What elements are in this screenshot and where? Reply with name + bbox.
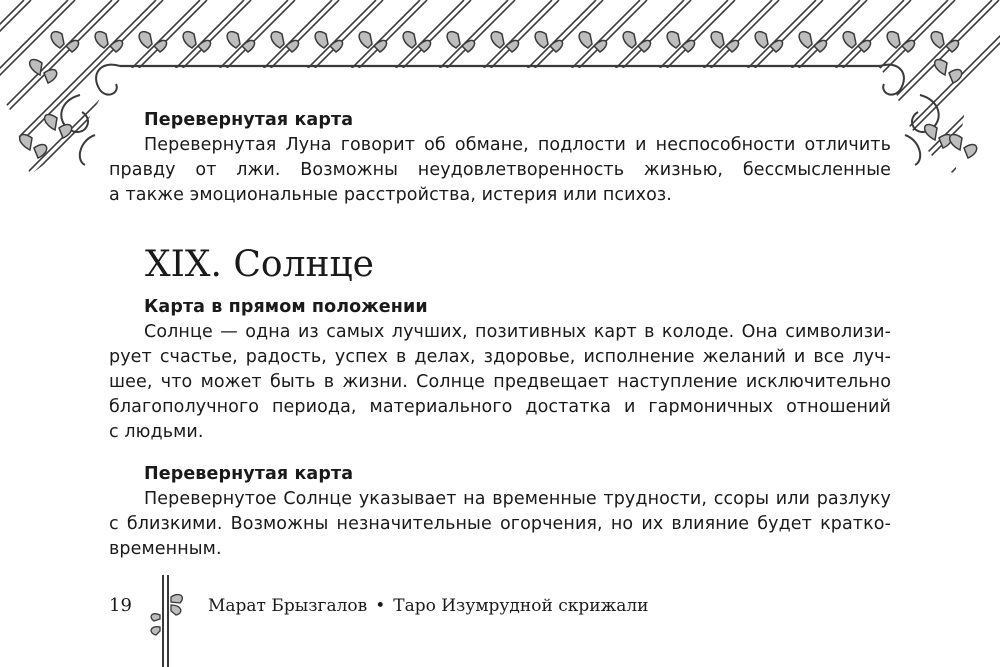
paragraph-line: с людьми. (109, 422, 204, 442)
paragraph-line: Перевернутая Луна говорит об обмане, подлости и неспособности отличить (144, 135, 891, 155)
paragraph-line: благополучного периода, материального достатка и гармоничных отношений (109, 397, 891, 417)
section-heading: Перевернутая карта (144, 110, 354, 130)
section-moon-reversed (109, 108, 891, 208)
chapter-title: XIX. Солнце (145, 244, 374, 285)
paragraph-line: Перевернутое Солнце указывает на временные трудности, ссоры или разлуку (144, 489, 891, 509)
section-sun-upright (109, 295, 891, 445)
paragraph-line: рует счастье, радость, успех в делах, здоровье, исполнение желаний и все луч- (109, 347, 891, 367)
paragraph-line: шее, что может быть в жизни. Солнце предвещает наступление исключительно (109, 372, 891, 392)
running-footer (208, 592, 648, 620)
author-name: Марат Брызгалов (208, 596, 368, 616)
book-title: Таро Изумрудной скрижали (393, 596, 649, 616)
page-number: 19 (109, 595, 132, 616)
paragraph-line: Солнце — одна из самых лучших, позитивных карт в колоде. Она символизи- (144, 322, 891, 342)
paragraph-line: с близкими. Возможны незначительные огорчения, но их влияние будет кратко- (109, 514, 891, 534)
paragraph-line: а также эмоциональные расстройства, истерия или психоз. (109, 185, 672, 205)
footer-separator: • (375, 596, 386, 616)
leaf-column-ornament-icon (140, 575, 200, 667)
section-heading: Карта в прямом положении (144, 297, 428, 317)
section-sun-reversed (109, 462, 891, 562)
paragraph-line: правду от лжи. Возможны неудовлетворенность жизнью, бессмысленные (109, 160, 891, 180)
paragraph-line: временным. (109, 539, 222, 559)
section-heading: Перевернутая карта (144, 464, 354, 484)
